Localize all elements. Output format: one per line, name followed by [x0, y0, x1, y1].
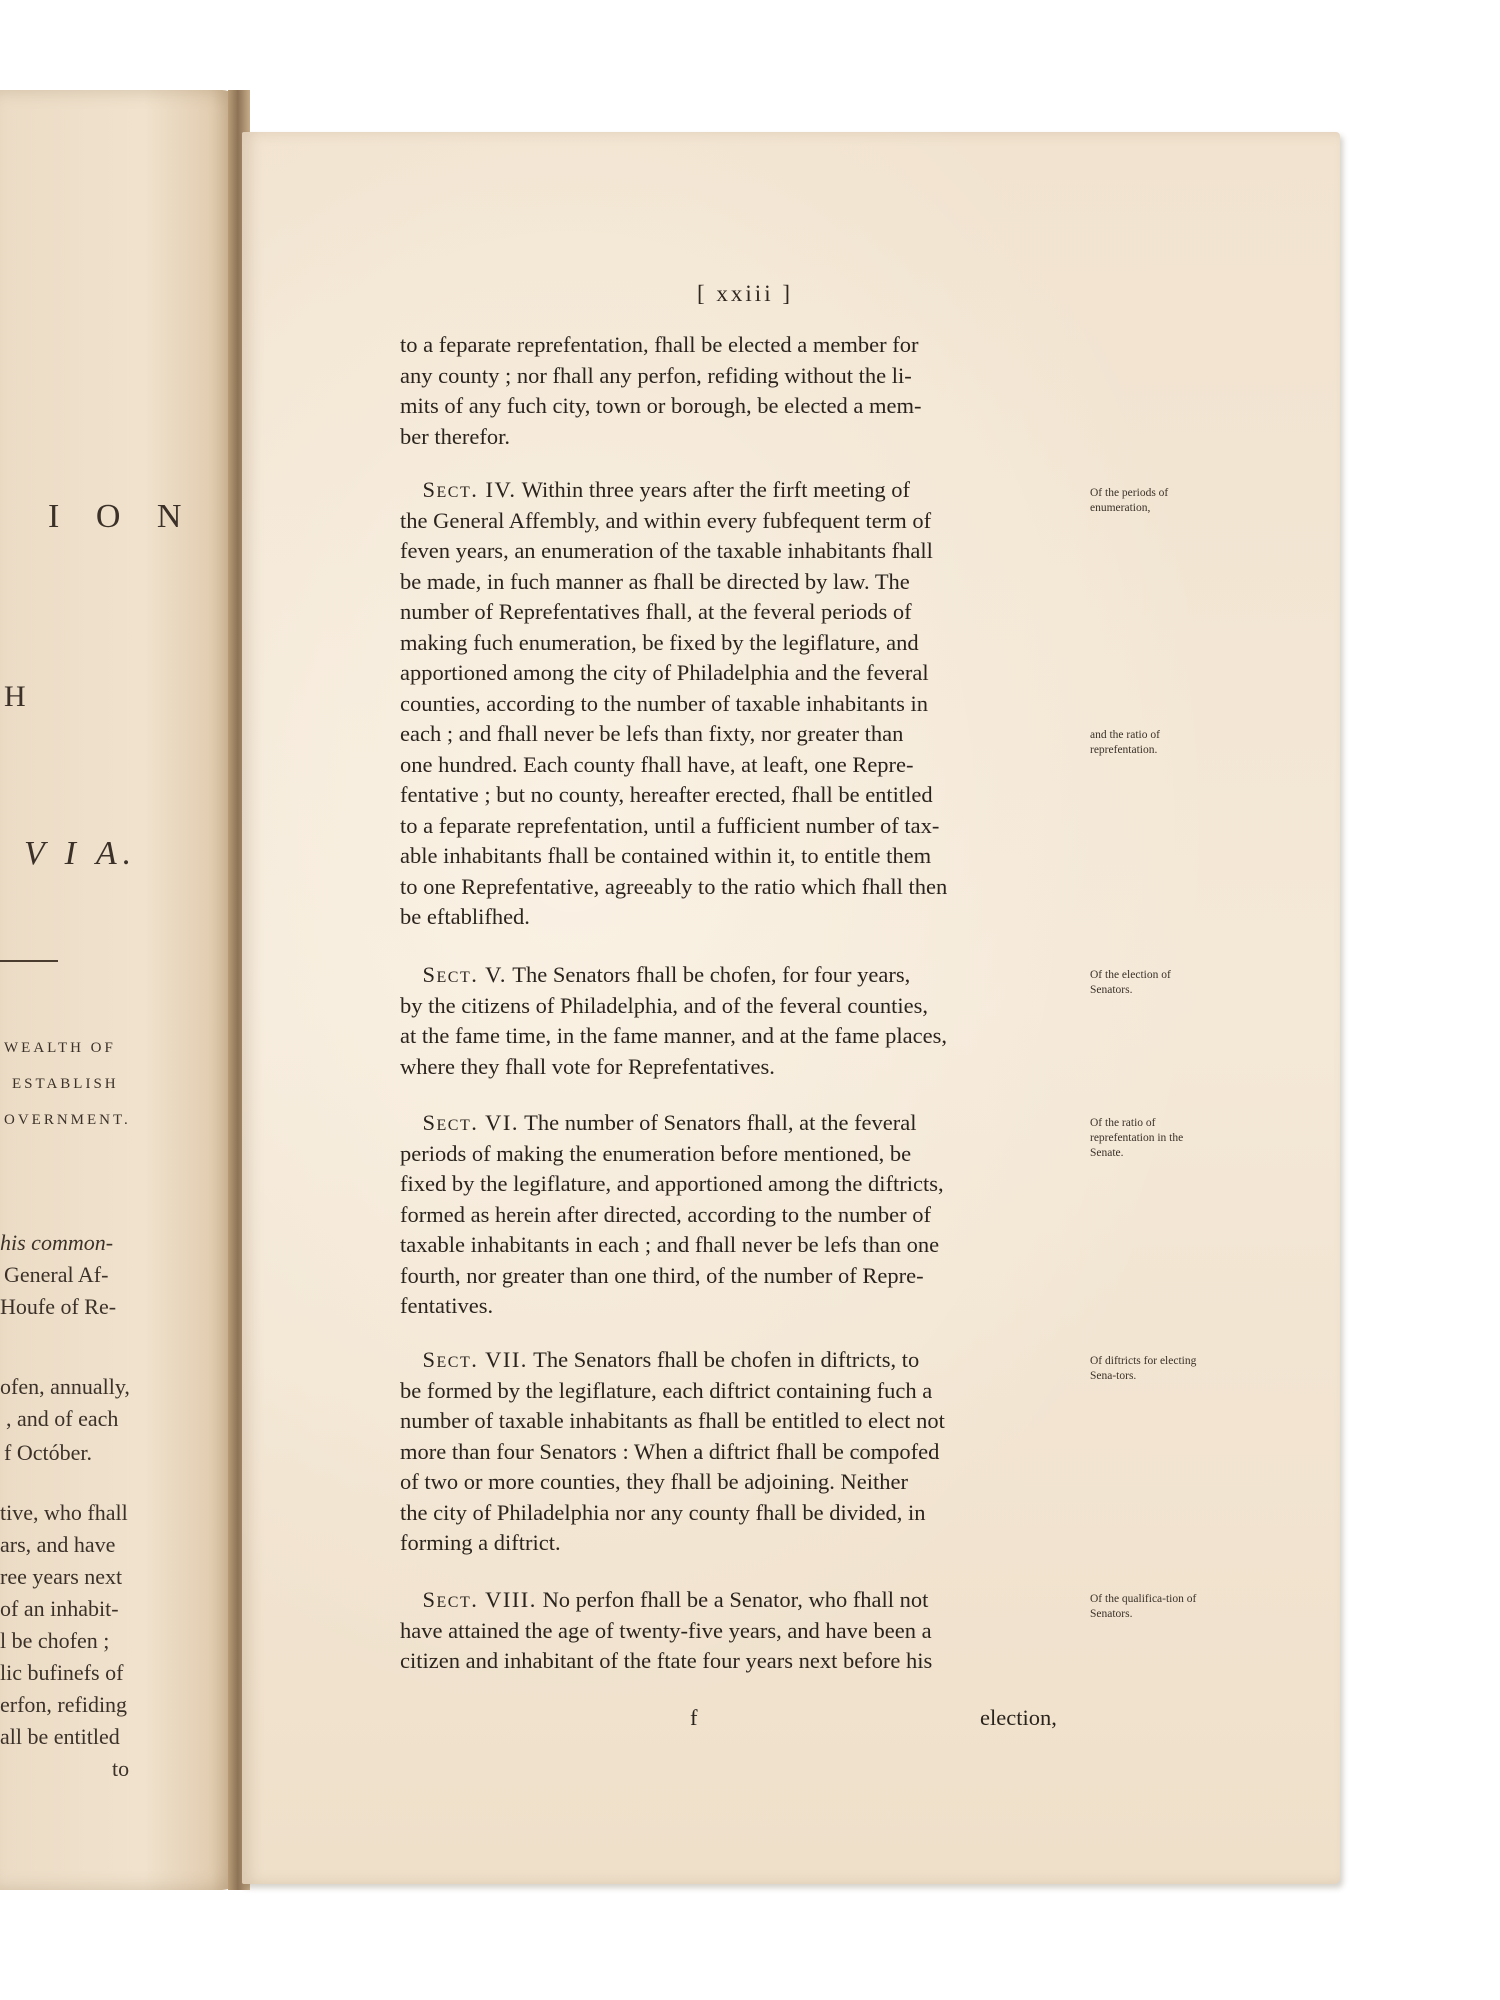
text-line: formed as herein after directed, according to the number of [400, 1201, 932, 1227]
left-fragment: to [112, 1756, 130, 1781]
left-fragment: V I A. [24, 835, 138, 872]
text-line: number of taxable inhabitants as fhall be entitled to elect not [400, 1408, 945, 1433]
text-line [400, 960, 1075, 991]
margin-note: Of the periods of enumeration, [1090, 487, 1169, 514]
section-vi [400, 1108, 1075, 1322]
text-line: able inhabitants fhall be contained within it, to entitle them [400, 843, 932, 868]
left-fragment: his common- [0, 1230, 114, 1255]
text-line: periods of making the enumeration before mentioned, be [400, 1140, 912, 1166]
catchword: election, [980, 1705, 1057, 1730]
text-line: fourth, nor greater than one third, of the number of Repre- [400, 1262, 924, 1288]
text-line [400, 1585, 1075, 1616]
left-fragment: tive, who fhall [0, 1500, 128, 1525]
text-line: by the citizens of Philadelphia, and of the feveral counties, [400, 992, 928, 1018]
section-heading: Sect. VI. [422, 1110, 519, 1135]
left-fragment: ofen, annually, [0, 1374, 130, 1399]
text-line: of two or more counties, they fhall be adjoining. Neither [400, 1469, 908, 1494]
left-fragment: , and of each [6, 1406, 119, 1431]
text-line: mits of any fuch city, town or borough, be elected a mem- [400, 393, 922, 418]
text-line: each ; and fhall never be lefs than fixty, nor greater than [400, 721, 904, 746]
left-fragment: General Af- [4, 1262, 109, 1287]
section-heading: Sect. IV. [422, 477, 517, 502]
text-line: to a feparate reprefentation, until a fufficient number of tax- [400, 812, 940, 838]
left-fragment: WEALTH OF [4, 1040, 116, 1056]
text-line: number of Reprefentatives fhall, at the feveral periods of [400, 599, 912, 624]
text-line: any county ; nor fhall any perfon, refiding without the li- [400, 362, 912, 388]
text-line: feven years, an enumeration of the taxable inhabitants fhall [400, 538, 933, 563]
text-line: to one Reprefentative, agreeably to the ratio which fhall then [400, 873, 948, 899]
text-run: No perfon fhall be a Senator, who fhall not [542, 1587, 929, 1612]
text-run: The Senators fhall be chofen, for four years, [512, 962, 911, 987]
text-line: where they fhall vote for Reprefentatives. [400, 1053, 775, 1079]
margin-note: Of the ratio of reprefentation in the Senate. [1090, 1117, 1184, 1159]
text-line: be formed by the legiflature, each diftrict containing fuch a [400, 1377, 933, 1403]
left-fragment: erfon, refiding [0, 1692, 128, 1717]
margin-note: Of the election of Senators. [1090, 969, 1171, 996]
text-line: ber therefor. [400, 423, 510, 449]
text-run: Within three years after the firft meeting of [521, 477, 910, 502]
section-heading: Sect. V. [422, 962, 508, 987]
left-fragment: all be entitled [0, 1724, 120, 1749]
section-heading: Sect. VIII. [422, 1587, 537, 1612]
left-fragment: OVERNMENT. [4, 1112, 131, 1128]
text-line: fentative ; but no county, hereafter erected, fhall be entitled [400, 782, 933, 807]
left-fragment: f Octóber. [4, 1440, 92, 1465]
text-line [400, 475, 1075, 506]
section-heading: Sect. VII. [422, 1347, 528, 1372]
text-line: apportioned among the city of Philadelphia and the feveral [400, 660, 929, 685]
left-fragment: l be chofen ; [0, 1628, 110, 1653]
text-line: fentatives. [400, 1293, 494, 1318]
section-iv [400, 475, 1075, 933]
left-page [0, 90, 240, 1890]
text-line: be made, in fuch manner as fhall be directed by law. The [400, 568, 910, 594]
text-line: counties, according to the number of taxable inhabitants in [400, 690, 928, 716]
text-line: be eftablifhed. [400, 904, 530, 929]
text-line: forming a diftrict. [400, 1530, 561, 1555]
left-fragment: I O N [48, 498, 196, 535]
left-fragment: ree years next [0, 1564, 123, 1589]
left-fragment: of an inhabit- [0, 1596, 119, 1621]
text-line: fixed by the legiflature, and apportioned among the diftricts, [400, 1171, 944, 1196]
text-line: the city of Philadelphia nor any county fhall be divided, in [400, 1499, 926, 1525]
text-line [400, 1345, 1075, 1376]
text-line: the General Affembly, and within every fubfequent term of [400, 507, 932, 533]
text-line: taxable inhabitants in each ; and fhall never be lefs than one [400, 1232, 940, 1257]
margin-note: Of diftricts for electing Sena-tors. [1090, 1355, 1197, 1382]
text-line: one hundred. Each county fhall have, at leaft, one Repre- [400, 751, 914, 777]
left-fragment: H [4, 680, 26, 713]
text-line [400, 1108, 1075, 1139]
text-line: making fuch enumeration, be fixed by the legiflature, and [400, 629, 919, 655]
section-v [400, 960, 1075, 1082]
signature-mark: f [690, 1705, 698, 1730]
left-fragment: ESTABLISH [12, 1076, 119, 1092]
section-vii [400, 1345, 1075, 1559]
text-run: The number of Senators fhall, at the feveral [524, 1110, 917, 1135]
text-run: The Senators fhall be chofen in diftricts, to [533, 1347, 920, 1372]
left-fragment: lic bufinefs of [0, 1660, 124, 1685]
left-fragment: Houfe of Re- [0, 1294, 117, 1319]
margin-note: and the ratio of reprefentation. [1090, 729, 1160, 756]
section-viii [400, 1585, 1075, 1677]
text-line: more than four Senators : When a diftrict fhall be compofed [400, 1438, 940, 1464]
text-line: citizen and inhabitant of the ftate four years next before his [400, 1648, 933, 1673]
margin-note: Of the qualifica-tion of Senators. [1090, 1593, 1197, 1620]
opening-paragraph [400, 330, 1075, 452]
page-number: [ xxiii ] [697, 281, 793, 306]
left-fragment: ars, and have [0, 1532, 116, 1557]
text-line: to a feparate reprefentation, fhall be elected a member for [400, 332, 919, 357]
text-line: at the fame time, in the fame manner, and at the fame places, [400, 1023, 947, 1048]
left-rule [0, 960, 58, 962]
text-line: have attained the age of twenty-five years, and have been a [400, 1617, 932, 1643]
